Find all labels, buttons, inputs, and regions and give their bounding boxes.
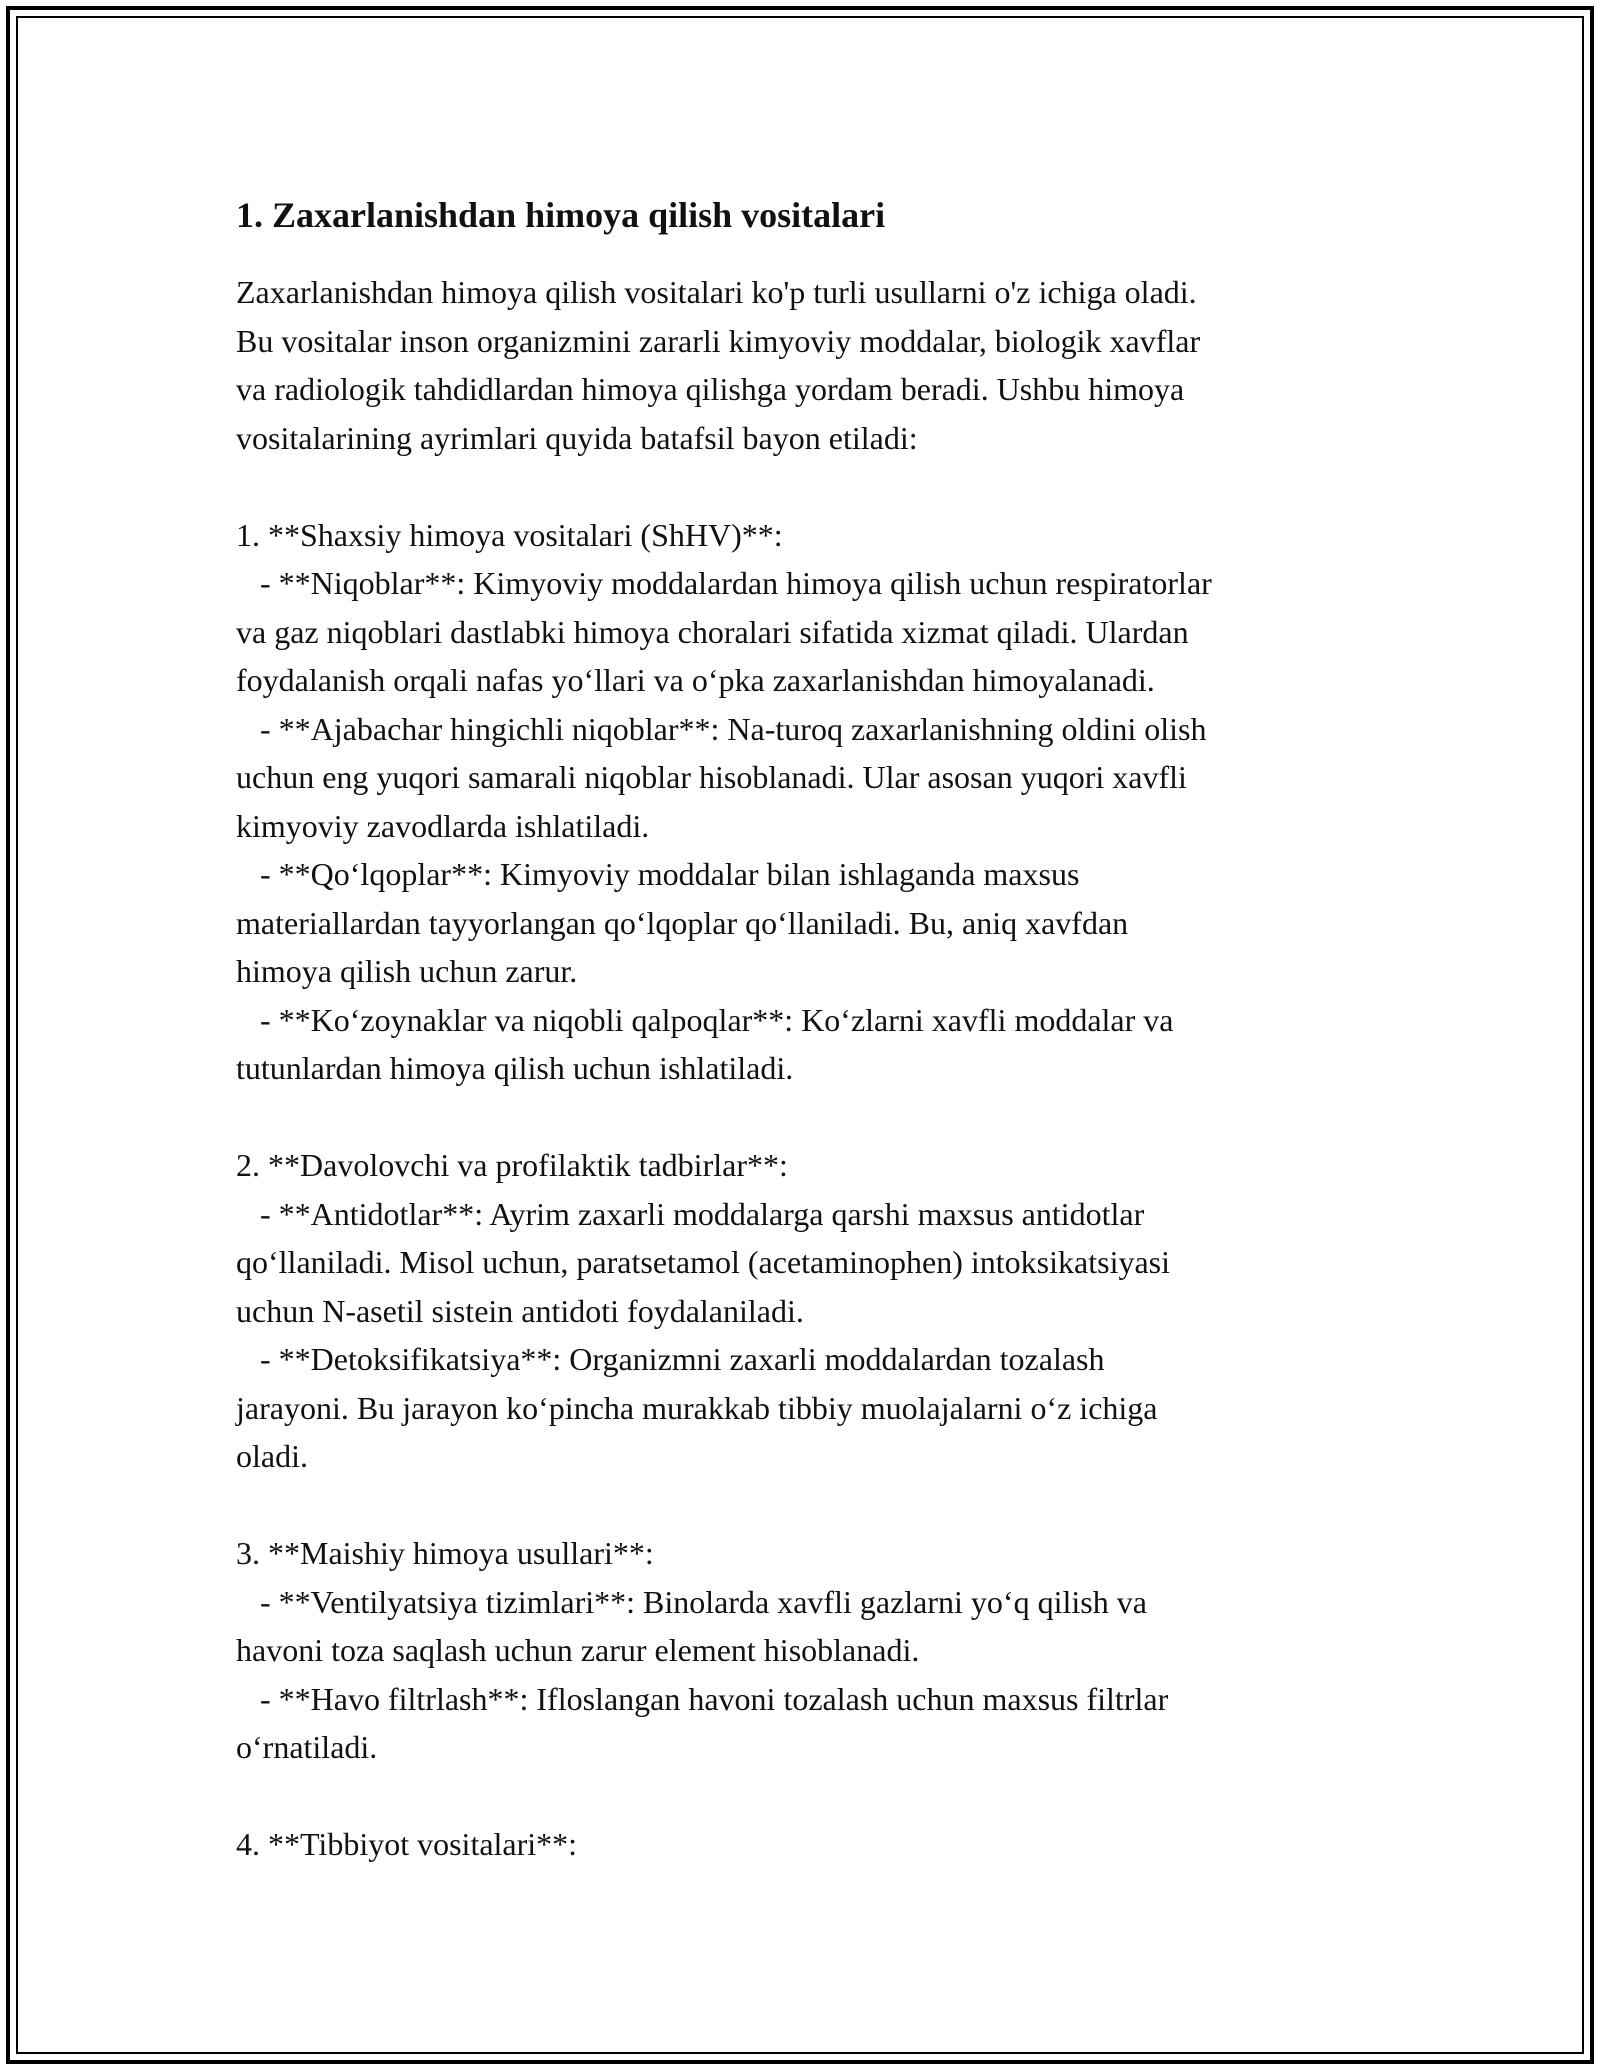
text-line: Zaxarlanishdan himoya qilish vositalari ko'p turli usullarni o'z ichiga oladi.	[236, 274, 1197, 310]
section-personal-protection	[236, 511, 1376, 1093]
text-line: himoya qilish uchun zarur.	[236, 953, 578, 989]
section-heading: 2. **Davolovchi va profilaktik tadbirlar**:	[236, 1147, 788, 1183]
blank-line	[236, 1772, 1376, 1821]
text-line: materiallardan tayyorlangan qo‘lqoplar qo‘llaniladi. Bu, aniq xavfdan	[236, 904, 1129, 941]
text-line: - **Ajabachar hingichli niqoblar**: Na-turoq zaxarlanishning oldini olish	[236, 710, 1207, 747]
text-line: tutunlardan himoya qilish uchun ishlatiladi.	[236, 1050, 794, 1086]
section-heading: 3. **Maishiy himoya usullari**:	[236, 1535, 654, 1571]
document-body	[236, 185, 1376, 1869]
section-medical-means	[236, 1820, 1376, 1869]
document-title: 1. Zaxarlanishdan himoya qilish vositalari	[236, 195, 886, 235]
text-line: kimyoviy zavodlarda ishlatiladi.	[236, 807, 650, 844]
text-line: va radiologik tahdidlardan himoya qilishga yordam beradi. Ushbu himoya	[236, 371, 1185, 407]
text-line: uchun eng yuqori samarali niqoblar hisoblanadi. Ular asosan yuqori xavfli	[236, 759, 1187, 795]
text-line: - **Detoksifikatsiya**: Organizmni zaxarli moddalardan tozalash	[236, 1341, 1105, 1377]
text-line: jarayoni. Bu jarayon ko‘pincha murakkab tibbiy muolajalarni o‘z ichiga	[236, 1389, 1158, 1426]
text-line: o‘rnatiladi.	[236, 1729, 378, 1765]
text-line: oladi.	[236, 1438, 308, 1474]
text-line: - **Havo filtrlash**: Ifloslangan havoni tozalash uchun maxsus filtrlar	[236, 1680, 1169, 1717]
text-line: vositalarining ayrimlari quyida batafsil bayon etiladi:	[236, 419, 918, 456]
text-line: - **Ko‘zoynaklar va niqobli qalpoqlar**: Ko‘zlarni xavfli moddalar va	[236, 1001, 1174, 1038]
text-line: - **Qo‘lqoplar**: Kimyoviy moddalar bilan ishlaganda maxsus	[236, 856, 1080, 892]
text-line: uchun N-asetil sistein antidoti foydalaniladi.	[236, 1292, 804, 1329]
text-line: qo‘llaniladi. Misol uchun, paratsetamol (acetaminophen) intoksikatsiyasi	[236, 1244, 1170, 1280]
text-line: Bu vositalar inson organizmini zararli kimyoviy moddalar, biologik xavflar	[236, 322, 1201, 359]
blank-line	[236, 1481, 1376, 1530]
blank-line	[236, 1093, 1376, 1142]
text-line: - **Ventilyatsiya tizimlari**: Binolarda xavfli gazlarni yo‘q qilish va	[236, 1583, 1147, 1620]
text-line: foydalanish orqali nafas yo‘llari va o‘pka zaxarlanishdan himoyalanadi.	[236, 662, 1155, 698]
blank-line	[236, 462, 1376, 511]
section-household-protection	[236, 1529, 1376, 1772]
section-treatment-prevention	[236, 1141, 1376, 1481]
text-line: havoni toza saqlash uchun zarur element hisoblanadi.	[236, 1632, 920, 1668]
section-heading: 1. **Shaxsiy himoya vositalari (ShHV)**:	[236, 516, 783, 553]
intro-paragraph	[236, 268, 1376, 462]
text-line: - **Antidotlar**: Ayrim zaxarli moddalarga qarshi maxsus antidotlar	[236, 1195, 1145, 1232]
text-line: - **Niqoblar**: Kimyoviy moddalardan himoya qilish uchun respiratorlar	[236, 565, 1212, 601]
text-line: va gaz niqoblari dastlabki himoya choralari sifatida xizmat qiladi. Ulardan	[236, 613, 1189, 650]
section-heading: 4. **Tibbiyot vositalari**:	[236, 1826, 578, 1862]
